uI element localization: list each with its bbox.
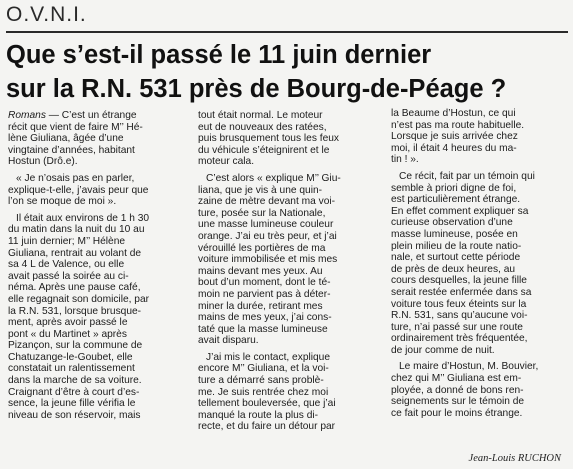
text-line: Craignant d’être à court d’es-	[8, 386, 140, 398]
text-line: tin ! ».	[391, 154, 419, 166]
text-line: vingtaine d’années, habitant	[8, 144, 135, 156]
text-line: elle regagnait son domicile, par	[8, 293, 150, 305]
text-line: encore M’’ Giuliana, et la voi-	[198, 363, 329, 375]
paragraph	[198, 173, 381, 347]
text-line: constatait un ralentissement	[8, 363, 135, 375]
text-line: curieuse observation d’une	[391, 217, 513, 229]
text-line: la Beaume d’Hostun, ce qui	[391, 108, 516, 119]
text-line: manqué la route la plus di-	[198, 409, 319, 421]
text-line: vérouillé les portières de ma	[198, 242, 326, 254]
text-line: avait passé la soirée au ci-	[8, 270, 129, 282]
text-line: de près de deux heures, au	[391, 263, 516, 275]
text-line: est particulièrement étrange.	[391, 194, 521, 206]
text-line: tout était normal. Le moteur	[198, 110, 323, 121]
article-headline	[6, 38, 572, 106]
text-line: nale, et surtout cette période	[391, 252, 521, 264]
text-line: eut de nouveaux des ratées,	[198, 121, 327, 133]
text-line: plein milieu de la route natio-	[391, 240, 522, 252]
text-line: chez qui M’’ Giuliana est em-	[391, 373, 522, 385]
text-line: Ce récit, fait par un témoin qui	[399, 170, 535, 182]
text-line: C’est alors « explique M’’ Giu-	[206, 172, 341, 184]
paragraph	[198, 352, 381, 433]
text-line: ture a démarré sans problè-	[198, 375, 324, 387]
text-line: sa 4 L de Valence, ou elle	[8, 259, 125, 271]
text-line: me. Je suis rentrée chez moi	[198, 386, 329, 398]
text-line: serait restée enfermée dans sa	[391, 286, 532, 298]
text-line: la R.N. 531, lorsque brusque-	[8, 305, 142, 317]
text-line: explique-t-elle, j’avais peur que	[8, 184, 149, 196]
text-line: — C’est un étrange	[45, 110, 137, 121]
article-column-2	[198, 110, 381, 438]
text-line: Lorsque je suis arrivée chez	[391, 131, 518, 143]
text-line: ce fait pour le moins étrange.	[391, 407, 523, 419]
headline-line-2: sur la R.N. 531 près de Bourg-de-Péage ?	[6, 75, 507, 103]
paragraph	[391, 108, 571, 166]
text-line: niveau de son réservoir, mais	[8, 409, 141, 421]
text-line: masse lumineuse, posée en	[391, 228, 518, 240]
text-line: ment, après avoir passé le	[8, 317, 128, 329]
text-line: de jour comme de nuit.	[391, 344, 495, 356]
text-line: miner la durée, retirant mes	[198, 300, 323, 312]
text-line: du matin dans la nuit du 10 au	[8, 224, 145, 236]
text-line: Il était aux environs de 1 h 30	[16, 212, 150, 224]
text-line: orange. J’ai eu très peur, et j’ai	[198, 230, 337, 242]
text-line: ordinairement très fréquentée,	[391, 333, 528, 345]
article-column-3	[391, 108, 571, 424]
text-line: puis brusquement tous les feux	[198, 133, 340, 145]
text-line: cours desquelles, la jeune fille	[391, 275, 527, 287]
text-line: Giuliana, rentrait au volant de	[8, 247, 142, 259]
text-line: Hostun (Drô.e).	[8, 156, 78, 168]
text-line: moin ne parvient pas à déter-	[198, 288, 331, 300]
text-line: mains devant mes yeux. Au	[198, 265, 323, 277]
text-line: ture, n’ai passé sur une route	[391, 321, 523, 333]
text-line: recte, et du faire un détour par	[198, 421, 336, 433]
text-line: voiture immobilisée et mis mes	[198, 254, 338, 266]
text-line: taté que la masse lumineuse	[198, 323, 328, 335]
text-line: ture, posée sur la Nationale,	[198, 207, 326, 219]
text-line: 11 juin dernier; M’’ Hélène	[8, 235, 126, 247]
text-line: lène Giuliana, âgée d’une	[8, 133, 124, 145]
text-line: mains de mes yeux, j’ai cons-	[198, 312, 332, 324]
text-line: pont « du Martinet » après	[8, 328, 127, 340]
text-line: « Je n’osais pas en parler,	[16, 172, 135, 184]
paragraph	[8, 173, 188, 208]
text-line: ployée, a donné de bons ren-	[391, 384, 524, 396]
text-line: avait disparu.	[198, 335, 259, 347]
text-line: récit que vient de faire M’’ Hé-	[8, 121, 143, 133]
text-line: Chatuzange-le-Goubet, elle	[8, 351, 133, 363]
section-rubric: O.V.N.I.	[6, 0, 568, 33]
text-line: En effet comment expliquer sa	[391, 205, 529, 217]
text-line: l’on se moque de moi ».	[8, 196, 117, 208]
text-line: liana, que je vis à une quin-	[198, 184, 323, 196]
paragraph	[198, 110, 381, 168]
text-line: seignements sur le témoin de	[391, 396, 525, 408]
text-line: néma. Après une pause café,	[8, 282, 141, 294]
author-signature: Jean-Louis RUCHON	[468, 453, 561, 464]
text-line: bout d’un moment, dont le té-	[198, 277, 331, 289]
text-line: moi, il était 4 heures du ma-	[391, 142, 517, 154]
paragraph	[391, 361, 571, 419]
headline-line-1: Que s’est-il passé le 11 juin dernier	[6, 41, 432, 69]
text-line: zaine de mètre devant ma voi-	[198, 196, 336, 208]
text-line: Pizançon, sur la commune de	[8, 340, 143, 352]
paragraph	[8, 213, 188, 422]
paragraph	[391, 171, 571, 357]
text-line: R.N. 531, sans qu’aucune voi-	[391, 310, 528, 322]
paragraph	[8, 110, 188, 168]
text-line: J’ai mis le contact, explique	[206, 351, 331, 363]
article-column-1	[8, 110, 188, 426]
text-line: dans la marche de sa voiture.	[8, 375, 142, 387]
text-line: Le maire d’Hostun, M. Bouvier,	[399, 361, 539, 373]
dateline: Romans	[8, 110, 46, 121]
text-line: n’est pas ma route habituelle.	[391, 119, 525, 131]
text-line: une masse lumineuse couleur	[198, 219, 334, 231]
text-line: moteur cala.	[198, 156, 255, 168]
text-line: tellement bouleversée, que j’ai	[198, 398, 336, 410]
text-line: sence, la jeune fille vérifia le	[8, 398, 136, 410]
text-line: voiture tous feux éteints sur la	[391, 298, 527, 310]
text-line: du véhicule s’éteignirent et le	[198, 144, 330, 156]
text-line: semble à priori digne de foi,	[391, 182, 517, 194]
